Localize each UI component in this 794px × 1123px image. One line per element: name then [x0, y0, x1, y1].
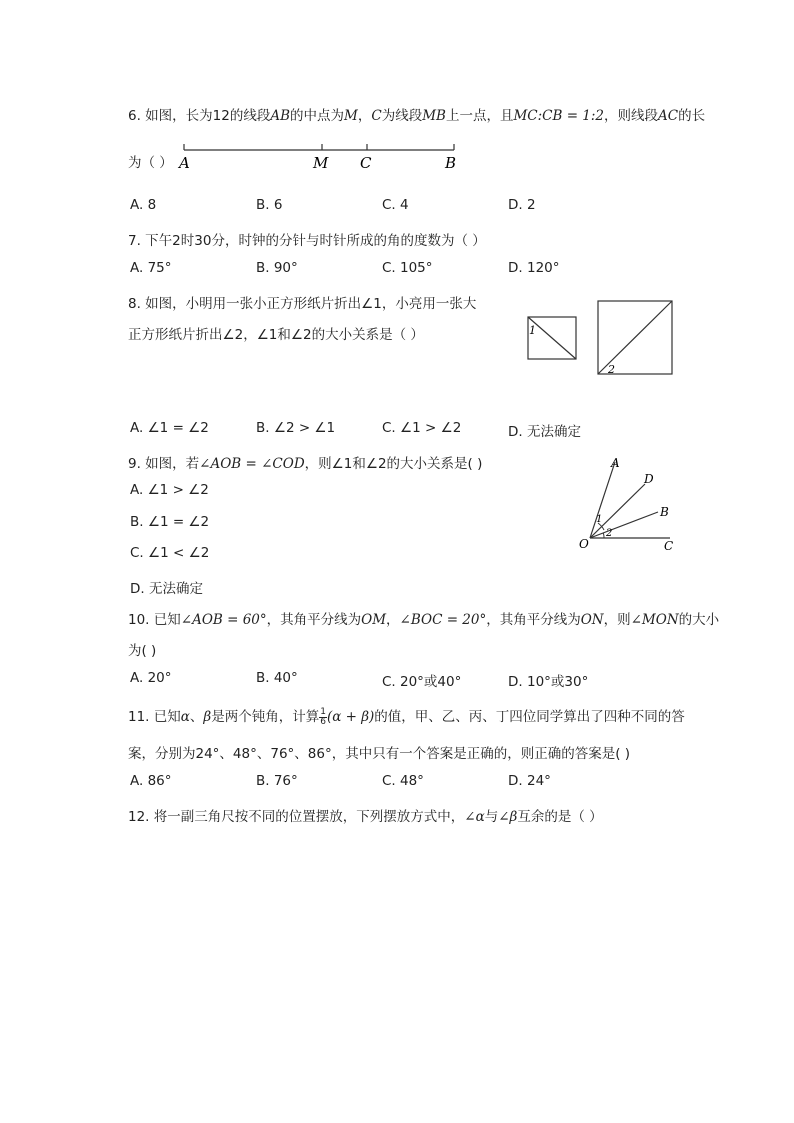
q8-option-d: D. 无法确定 — [508, 424, 581, 440]
q6-option-a: A. 8 — [130, 197, 157, 213]
q11-fraction: $\frac{1}{6}$ — [320, 706, 326, 727]
q6-option-c: C. 4 — [382, 197, 409, 213]
q7-option-c: C. 105° — [382, 260, 433, 276]
q9-label-o: O — [579, 537, 589, 551]
q9-option-d: D. 无法确定 — [130, 581, 203, 597]
q9-angle-1-label: 1 — [596, 514, 603, 525]
q11-option-a: A. 86° — [130, 773, 172, 789]
q9-option-b: B. ∠1 = ∠2 — [130, 514, 210, 530]
q8-option-c: C. ∠1 > ∠2 — [382, 420, 462, 436]
q9-stem: 9. 如图，若∠AOB = ∠COD，则∠1和∠2的大小关系是( ) — [128, 456, 483, 472]
q11-stem-line2: 案，分别为24°、48°、76°、86°，其中只有一个答案是正确的，则正确的答案是( ) — [128, 746, 631, 762]
q9-option-a: A. ∠1 > ∠2 — [130, 482, 209, 498]
q6-label-b: B — [445, 154, 457, 172]
q10-option-c: C. 20°或40° — [382, 674, 462, 690]
q8-angle-1-label: 1 — [529, 324, 536, 337]
q8-squares-figure — [520, 296, 680, 380]
q6-segment-figure — [172, 138, 472, 174]
q11-stem-line1: 11. 已知α、β是两个钝角，计算 $\frac{1}{6}$ (α + β)的值，甲、乙、丙、丁四位同学算出了四种不同的答 — [128, 706, 685, 727]
q8-option-a: A. ∠1 = ∠2 — [130, 420, 209, 436]
q7-option-b: B. 90° — [256, 260, 298, 276]
q11-option-d: D. 24° — [508, 773, 551, 789]
q7-option-a: A. 75° — [130, 260, 172, 276]
q10-option-b: B. 40° — [256, 670, 298, 686]
q11-option-b: B. 76° — [256, 773, 298, 789]
q6-stem-line2: 为（ ） — [128, 155, 173, 171]
q9-option-c: C. ∠1 < ∠2 — [130, 545, 210, 561]
q9-angle-2-label: 2 — [606, 528, 613, 539]
q6-label-a: A — [179, 154, 190, 172]
q7-option-d: D. 120° — [508, 260, 560, 276]
q10-stem-line2: 为( ) — [128, 643, 157, 659]
q9-rays-figure — [570, 450, 690, 560]
q8-stem-line2: 正方形纸片折出∠2，∠1和∠2的大小关系是（ ） — [128, 327, 424, 343]
q8-angle-2-label: 2 — [608, 363, 615, 376]
q10-option-d: D. 10°或30° — [508, 674, 589, 690]
q6-label-c: C — [360, 154, 372, 172]
q9-label-d: D — [644, 472, 654, 486]
q11-option-c: C. 48° — [382, 773, 424, 789]
q10-option-a: A. 20° — [130, 670, 172, 686]
q8-stem-line1: 8. 如图，小明用一张小正方形纸片折出∠1，小亮用一张大 — [128, 296, 477, 312]
q6-stem-line1: 6. 如图，长为12的线段AB的中点为M，C为线段MB上一点，且MC:CB = 1:2，则线段AC的长 — [128, 108, 706, 124]
q9-label-b: B — [660, 505, 669, 519]
q9-label-a: A — [611, 456, 620, 470]
q6-label-m: M — [313, 154, 329, 172]
q6-option-d: D. 2 — [508, 197, 536, 213]
q8-option-b: B. ∠2 > ∠1 — [256, 420, 336, 436]
q10-stem-line1: 10. 已知∠AOB = 60°，其角平分线为OM，∠BOC = 20°，其角平分线为ON，则∠MON的大小 — [128, 612, 720, 628]
q12-stem: 12. 将一副三角尺按不同的位置摆放，下列摆放方式中，∠α与∠β互余的是（ ） — [128, 809, 603, 825]
q6-option-b: B. 6 — [256, 197, 283, 213]
q9-label-c: C — [664, 539, 674, 553]
q7-stem: 7. 下午2时30分，时钟的分针与时针所成的角的度数为（ ） — [128, 233, 486, 249]
